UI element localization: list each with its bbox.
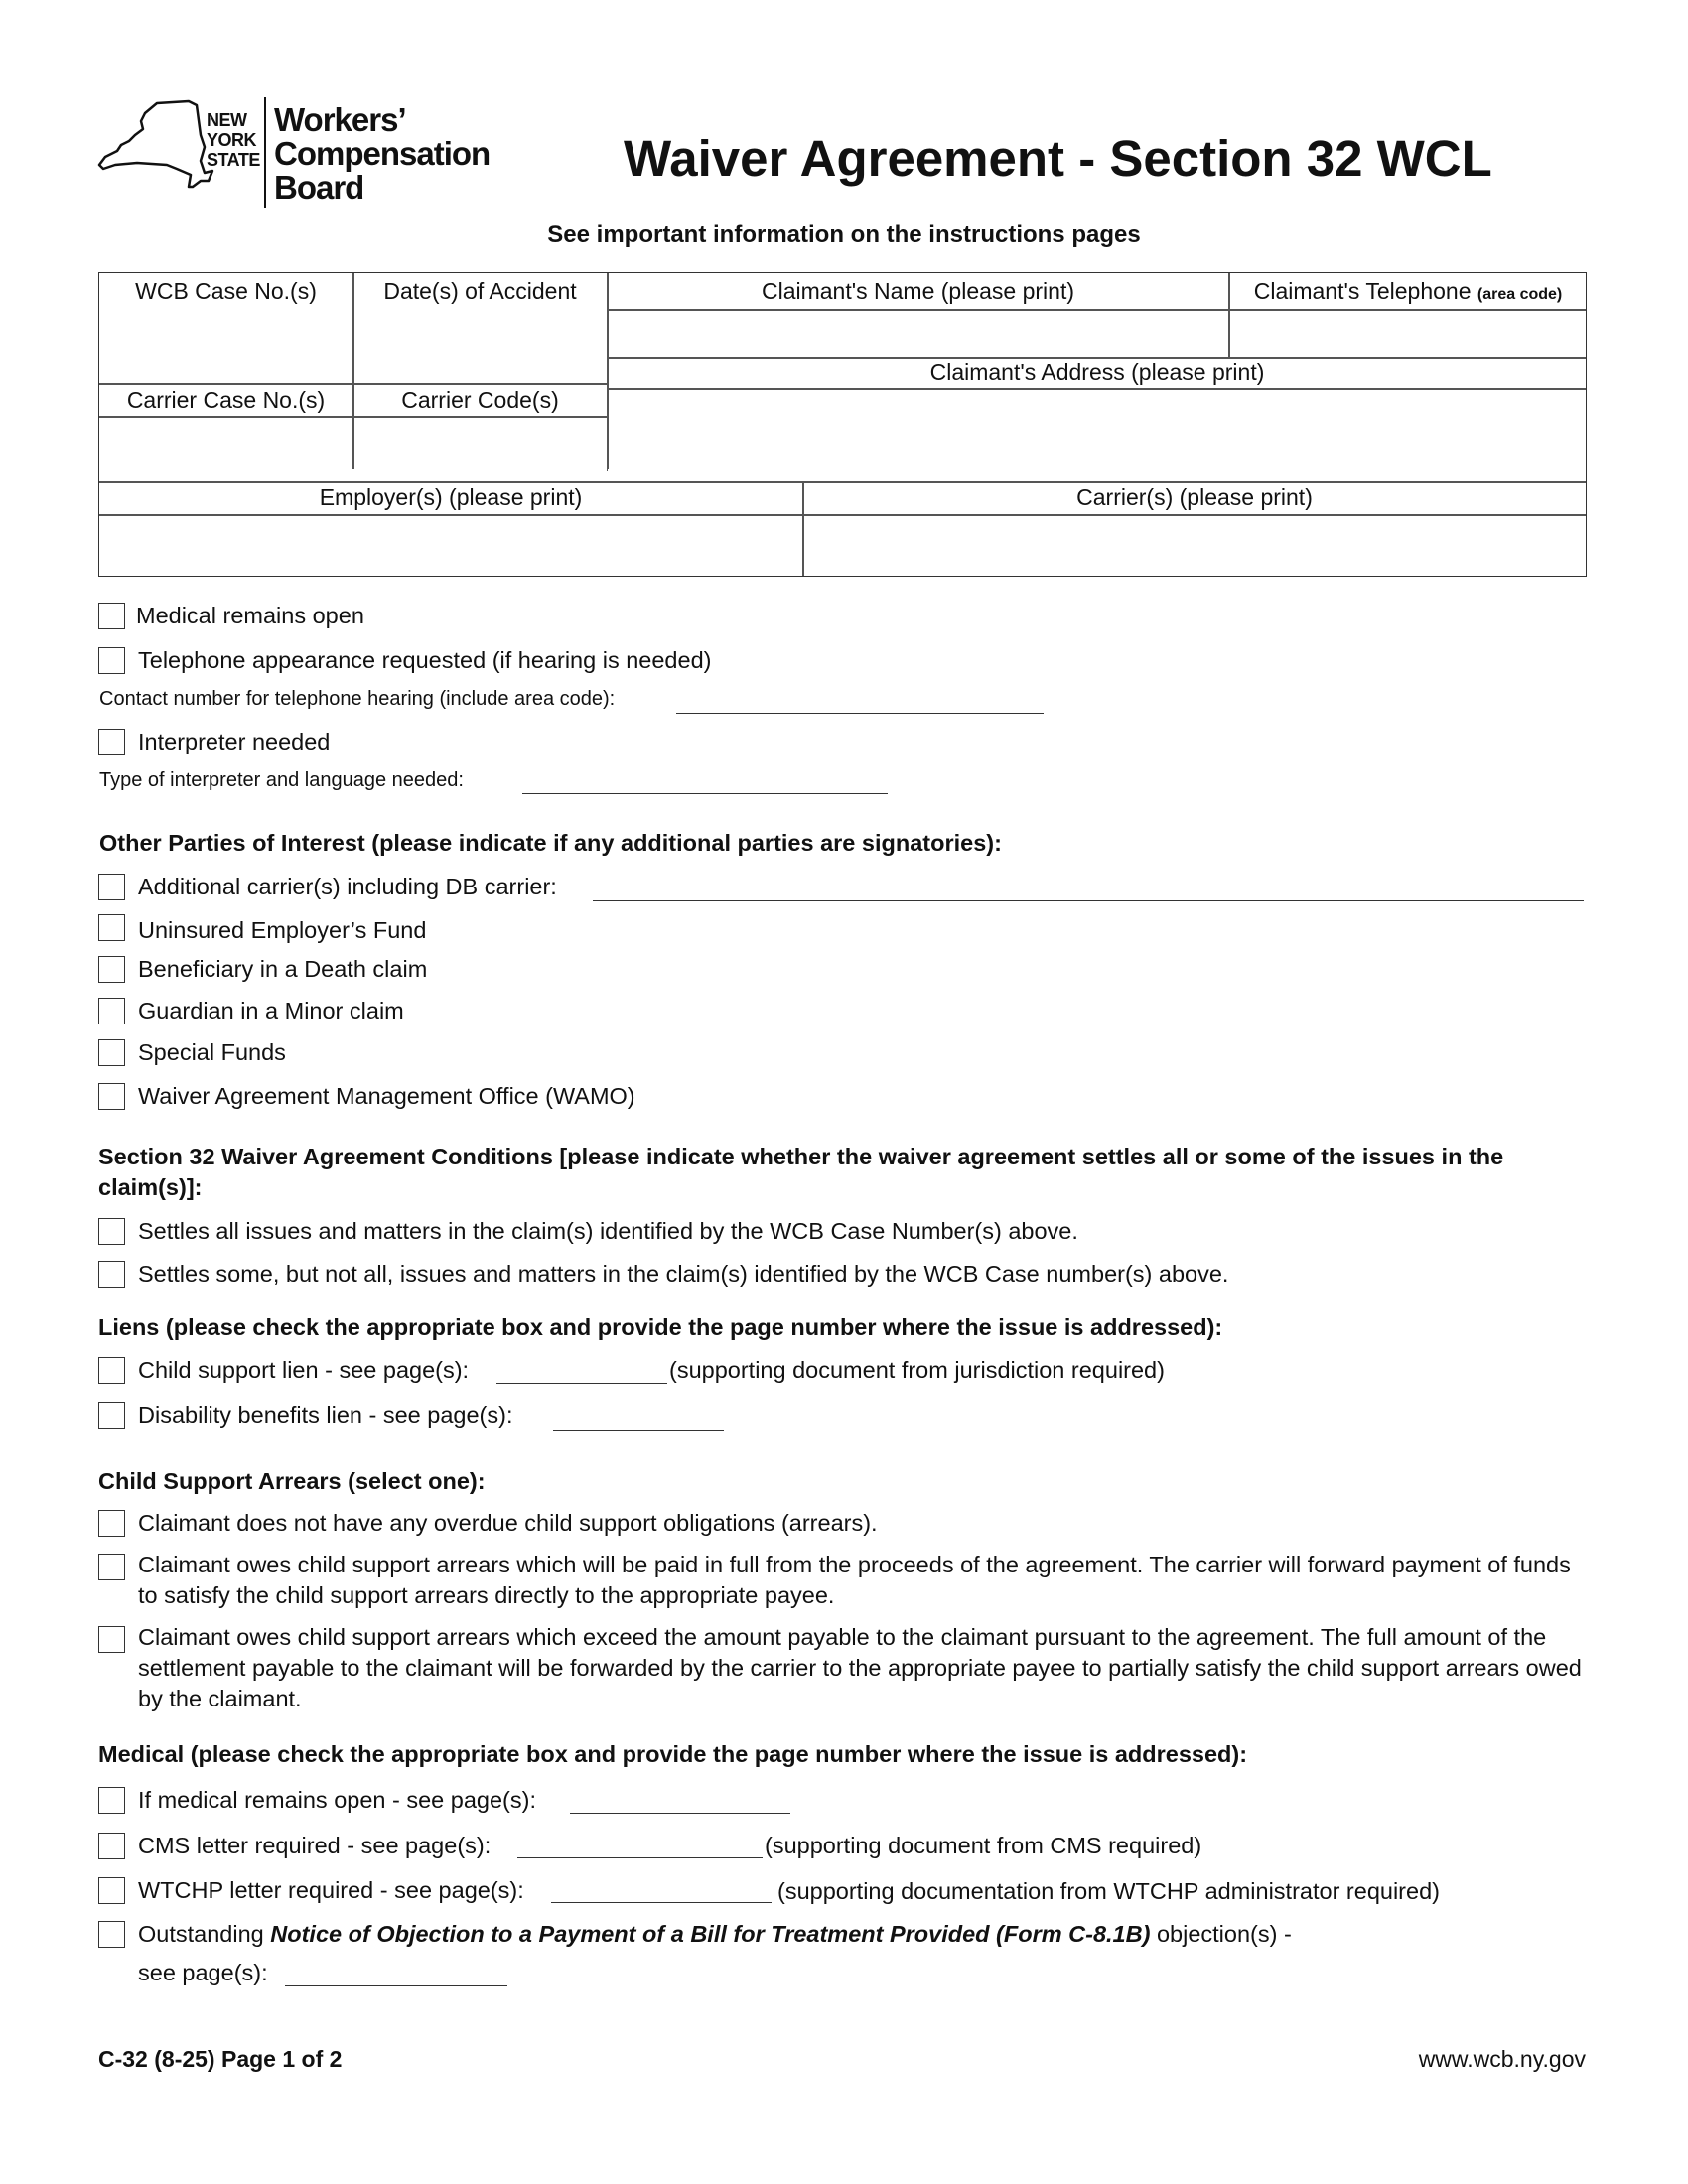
form-id: C-32 (8-25) Page 1 of 2 bbox=[98, 2046, 343, 2072]
claimant-name-header: Claimant's Name (please print) bbox=[761, 278, 1074, 304]
cms-pages-input[interactable] bbox=[517, 1857, 763, 1858]
employer-input[interactable] bbox=[101, 516, 800, 574]
medical-open-pages-input[interactable] bbox=[570, 1813, 790, 1814]
claimant-address-input[interactable] bbox=[610, 390, 1584, 468]
uninsured-fund-label: Uninsured Employer’s Fund bbox=[138, 917, 427, 943]
liens-heading: Liens (please check the appropriate box and provide the page number where the issue is addressed): bbox=[98, 1314, 1223, 1340]
interpreter-type-label: Type of interpreter and language needed: bbox=[99, 769, 464, 791]
settles-some-checkbox[interactable] bbox=[98, 1261, 125, 1288]
child-support-lien-label: Child support lien - see page(s): bbox=[138, 1357, 470, 1383]
telephone-label: Telephone appearance requested (if hearing is needed) bbox=[138, 647, 712, 673]
carrier-header: Carrier(s) (please print) bbox=[1076, 484, 1313, 510]
wtchp-pages-input[interactable] bbox=[551, 1902, 772, 1903]
additional-carrier-input[interactable] bbox=[593, 900, 1584, 901]
carrier-code-header: Carrier Code(s) bbox=[401, 387, 559, 413]
medical-open-pages-checkbox[interactable] bbox=[98, 1787, 125, 1814]
no-arrears-checkbox[interactable] bbox=[98, 1510, 125, 1537]
carrier-case-header: Carrier Case No.(s) bbox=[126, 387, 326, 413]
carrier-code-input[interactable] bbox=[355, 418, 605, 479]
carrier-case-input[interactable] bbox=[101, 418, 351, 479]
other-parties-heading: Other Parties of Interest (please indicate if any additional parties are signatories): bbox=[99, 830, 1002, 856]
wcb-logo bbox=[97, 95, 514, 214]
outstanding-pages-input[interactable] bbox=[285, 1985, 507, 1986]
logo-state-word: STATE bbox=[207, 150, 260, 170]
child-support-lien-pages-input[interactable] bbox=[496, 1383, 667, 1384]
arrears-paid-label: Claimant owes child support arrears which will be paid in full from the proceeds of the agreement. The carrier will forward payment of funds to satisfy the child support arrears directly to the appropriate payee. bbox=[138, 1552, 1571, 1608]
wtchp-checkbox[interactable] bbox=[98, 1877, 125, 1904]
beneficiary-checkbox[interactable] bbox=[98, 956, 125, 983]
claimant-name-input[interactable] bbox=[610, 311, 1226, 356]
arrears-exceed-label: Claimant owes child support arrears which exceed the amount payable to the claimant pursuant to the agreement. The full amount of the settlement payable to the claimant will be forwarded by the carrier to the appropriate payee to partially satisfy the child support arrears owed by the claimant. bbox=[138, 1624, 1582, 1711]
guardian-checkbox[interactable] bbox=[98, 998, 125, 1024]
employer-header: Employer(s) (please print) bbox=[319, 484, 583, 510]
claimant-phone-header bbox=[1229, 277, 1587, 309]
disability-lien-checkbox[interactable] bbox=[98, 1402, 125, 1429]
arrears-exceed-checkbox[interactable] bbox=[98, 1626, 125, 1653]
wcb-case-header: WCB Case No.(s) bbox=[135, 278, 317, 304]
medical-open-label: Medical remains open bbox=[136, 603, 364, 628]
settles-some-label: Settles some, but not all, issues and matters in the claim(s) identified by the WCB Case number(s) above. bbox=[138, 1261, 1229, 1287]
grid-line bbox=[607, 469, 608, 471]
outstanding-prefix: Outstanding bbox=[138, 1921, 271, 1947]
additional-carrier-label: Additional carrier(s) including DB carrier: bbox=[138, 874, 557, 899]
logo-state-word: YORK bbox=[207, 130, 257, 150]
arrears-paid-checkbox[interactable] bbox=[98, 1554, 125, 1580]
carrier-input[interactable] bbox=[805, 516, 1584, 574]
medical-open-pages-label: If medical remains open - see page(s): bbox=[138, 1787, 536, 1813]
cms-checkbox[interactable] bbox=[98, 1833, 125, 1859]
special-funds-label: Special Funds bbox=[138, 1039, 286, 1065]
contact-number-label: Contact number for telephone hearing (include area code): bbox=[99, 688, 616, 710]
conditions-heading: Section 32 Waiver Agreement Conditions [please indicate whether the waiver agreement settles all or some of the issues in the claim(s)]: bbox=[98, 1144, 1504, 1200]
outstanding-suffix: objection(s) - bbox=[1150, 1921, 1292, 1947]
claimant-phone-input[interactable] bbox=[1231, 311, 1584, 356]
wcb-case-input[interactable] bbox=[101, 311, 351, 382]
arrears-heading: Child Support Arrears (select one): bbox=[98, 1468, 486, 1494]
website-link[interactable]: www.wcb.ny.gov bbox=[1418, 2046, 1586, 2072]
logo-board-word: Board bbox=[274, 169, 364, 205]
wamo-checkbox[interactable] bbox=[98, 1083, 125, 1110]
special-funds-checkbox[interactable] bbox=[98, 1039, 125, 1066]
page-title: Waiver Agreement - Section 32 WCL bbox=[624, 130, 1492, 187]
settles-all-label: Settles all issues and matters in the claim(s) identified by the WCB Case Number(s) above. bbox=[138, 1218, 1078, 1244]
no-arrears-label: Claimant does not have any overdue child support obligations (arrears). bbox=[138, 1510, 878, 1536]
wtchp-label: WTCHP letter required - see page(s): bbox=[138, 1877, 524, 1903]
claimant-phone-label: Claimant's Telephone bbox=[1253, 278, 1472, 304]
claimant-address-header: Claimant's Address (please print) bbox=[929, 359, 1265, 385]
beneficiary-label: Beneficiary in a Death claim bbox=[138, 956, 428, 982]
cms-note: (supporting document from CMS required) bbox=[765, 1833, 1202, 1858]
wamo-label: Waiver Agreement Management Office (WAMO) bbox=[138, 1083, 635, 1109]
contact-number-input[interactable] bbox=[676, 713, 1044, 714]
outstanding-see-pages-label: see page(s): bbox=[138, 1960, 268, 1985]
outstanding-objection-label bbox=[138, 1919, 1292, 1950]
interpreter-type-input[interactable] bbox=[522, 793, 888, 794]
settles-all-checkbox[interactable] bbox=[98, 1218, 125, 1245]
logo-divider bbox=[264, 97, 266, 208]
outstanding-objection-checkbox[interactable] bbox=[98, 1921, 125, 1948]
cms-label: CMS letter required - see page(s): bbox=[138, 1833, 492, 1858]
form-c81b-title: Notice of Objection to a Payment of a Bill for Treatment Provided (Form C-8.1B) bbox=[270, 1921, 1151, 1947]
child-support-lien-note: (supporting document from jurisdiction required) bbox=[669, 1357, 1165, 1383]
guardian-label: Guardian in a Minor claim bbox=[138, 998, 404, 1024]
uninsured-fund-checkbox[interactable] bbox=[98, 914, 125, 941]
disability-lien-pages-input[interactable] bbox=[553, 1430, 724, 1431]
area-code-label: (area code) bbox=[1477, 286, 1563, 303]
medical-heading: Medical (please check the appropriate box and provide the page number where the issue is addressed): bbox=[98, 1741, 1248, 1767]
medical-open-checkbox[interactable] bbox=[98, 603, 125, 629]
wtchp-note: (supporting documentation from WTCHP administrator required) bbox=[777, 1878, 1440, 1904]
disability-lien-label: Disability benefits lien - see page(s): bbox=[138, 1402, 513, 1428]
date-accident-header: Date(s) of Accident bbox=[383, 278, 577, 304]
logo-state-word: NEW bbox=[207, 110, 247, 130]
claim-info-table bbox=[98, 272, 1587, 577]
logo-board-word: Workers’ bbox=[274, 101, 406, 138]
interpreter-label: Interpreter needed bbox=[138, 729, 331, 754]
subtitle: See important information on the instructions pages bbox=[547, 221, 1141, 248]
interpreter-checkbox[interactable] bbox=[98, 729, 125, 755]
telephone-checkbox[interactable] bbox=[98, 647, 125, 674]
child-support-lien-checkbox[interactable] bbox=[98, 1357, 125, 1384]
logo-board-word: Compensation bbox=[274, 135, 491, 172]
additional-carrier-checkbox[interactable] bbox=[98, 874, 125, 900]
